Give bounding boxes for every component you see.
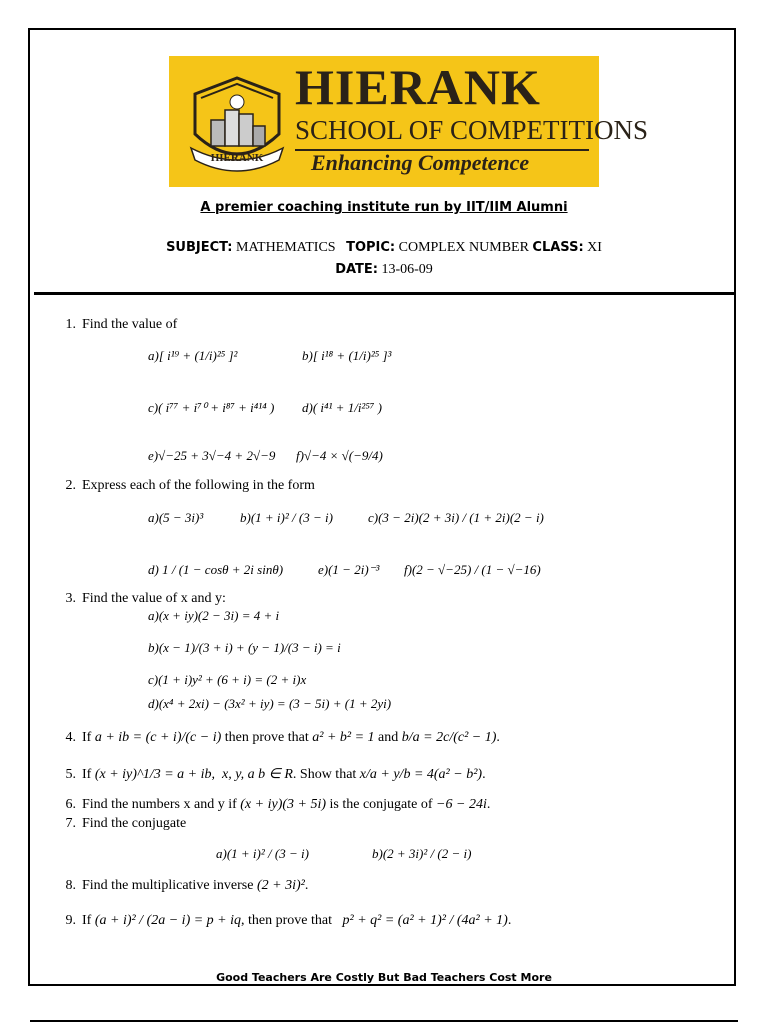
q4-and: and xyxy=(378,730,399,745)
header-divider xyxy=(34,292,734,295)
q3-part-a: a)(x + iy)(2 − 3i) = 4 + i xyxy=(148,608,280,623)
q3-part-d: d)(x⁴ + 2xi) − (3x² + iy) = (3 − 5i) + (1 + 2yi) xyxy=(148,696,392,711)
q2-part-d: d) 1 / (1 − cosθ + 2i sinθ) xyxy=(148,562,284,577)
logo-tagline: Enhancing Competence xyxy=(311,150,530,175)
q1-part-b: b)[ i¹⁸ + (1/i)²⁵ ]³ xyxy=(302,348,392,363)
question-2 xyxy=(52,477,315,495)
q1-part-c: c)( i⁷⁷ + i⁷⁰ + i⁸⁷ + i⁴¹⁴ ) xyxy=(148,400,275,415)
date-label: DATE: xyxy=(335,262,378,277)
q5-expr-3: x/a + y/b = 4(a² − b²) xyxy=(359,767,483,782)
question-number: 8. xyxy=(65,878,76,893)
q4-end: . xyxy=(496,730,500,745)
q3-part-b: b)(x − 1)/(3 + i) + (y − 1)/(3 − i) = i xyxy=(148,640,341,655)
subject-topic-class-line xyxy=(0,240,768,256)
q5-expr-1: (x + iy)^1/3 = a + ib, xyxy=(94,767,215,782)
q8-expr-1: (2 + 3i)² xyxy=(256,878,305,893)
question-7 xyxy=(52,815,186,833)
date-value: 13-06-09 xyxy=(381,262,433,277)
date-line xyxy=(0,262,768,278)
question-5 xyxy=(52,766,486,784)
q1-part-f: f)√−4 × √(−9/4) xyxy=(296,448,383,463)
logo-title: HIERANK xyxy=(295,59,541,115)
question-text: If xyxy=(82,913,92,928)
question-number: 9. xyxy=(65,913,76,928)
q2-part-a: a)(5 − 3i)³ xyxy=(148,510,204,525)
question-number: 5. xyxy=(65,767,76,782)
logo-subtitle: SCHOOL OF COMPETITIONS xyxy=(295,115,649,145)
q8-end: . xyxy=(304,878,309,893)
q6-expr-2: −6 − 24i xyxy=(436,797,487,812)
q4-expr-1: a + ib = (c + i)/(c − i) xyxy=(94,730,222,745)
q5-mid: . Show that xyxy=(292,767,357,782)
question-3 xyxy=(52,590,226,608)
question-number: 4. xyxy=(65,730,76,745)
logo-banner xyxy=(169,56,649,187)
q1-part-e: e)√−25 + 3√−4 + 2√−9 xyxy=(148,448,276,463)
q6-end: . xyxy=(486,797,491,812)
emblem-text: HIERANK xyxy=(210,152,264,164)
q9-expr-1: (a + i)² / (2a − i) = p + iq xyxy=(94,913,242,928)
q5-end: . xyxy=(482,767,486,782)
q1-part-a: a)[ i¹⁹ + (1/i)²⁵ ]² xyxy=(148,348,238,363)
question-text: Express each of the following in the form xyxy=(82,478,315,493)
question-text: Find the multiplicative inverse xyxy=(82,878,254,893)
bottom-rule xyxy=(30,1020,738,1022)
q9-expr-2: p² + q² = (a² + 1)² / (4a² + 1) xyxy=(342,913,508,928)
q7-part-a: a)(1 + i)² / (3 − i) xyxy=(216,846,309,861)
q9-end: . xyxy=(507,913,512,928)
question-6 xyxy=(52,796,490,814)
question-number: 7. xyxy=(65,816,76,831)
q7-part-b: b)(2 + 3i)² / (2 − i) xyxy=(372,846,472,861)
subject-value: MATHEMATICS xyxy=(236,240,336,255)
question-9 xyxy=(52,912,511,930)
question-number: 6. xyxy=(65,797,76,812)
q1-part-d: d)( i⁴¹ + 1/i²⁵⁷ ) xyxy=(302,400,382,415)
question-text: If xyxy=(82,730,92,745)
q5-expr-2: x, y, a b ∈ R xyxy=(222,767,293,782)
question-text: Find the value of xyxy=(82,317,178,332)
topic-label: TOPIC: xyxy=(346,240,396,255)
question-text: Find the numbers x and y if xyxy=(82,797,237,812)
q2-part-b: b)(1 + i)² / (3 − i) xyxy=(240,510,333,525)
institute-tagline: A premier coaching institute run by IIT/IIM Alumni xyxy=(200,200,568,215)
question-number: 3. xyxy=(65,591,76,606)
question-text: If xyxy=(82,767,92,782)
q2-part-f: f)(2 − √−25) / (1 − √−16) xyxy=(404,562,541,577)
question-text: Find the conjugate xyxy=(82,816,187,831)
q9-mid: , then prove that xyxy=(241,913,333,928)
question-text: Find the value of x and y: xyxy=(82,591,226,606)
emblem-logo xyxy=(181,74,293,178)
footer-quote: Good Teachers Are Costly But Bad Teachers Cost More xyxy=(216,971,552,984)
q4-expr-3: b/a = 2c/(c² − 1) xyxy=(401,730,497,745)
question-8 xyxy=(52,877,308,895)
q3-part-c: c)(1 + i)y² + (6 + i) = (2 + i)x xyxy=(148,672,307,687)
topic-value: COMPLEX NUMBER xyxy=(398,240,529,255)
question-number: 1. xyxy=(65,317,76,332)
class-label: CLASS: xyxy=(532,240,584,255)
class-value: XI xyxy=(587,240,602,255)
subject-label: SUBJECT: xyxy=(166,240,233,255)
q2-part-c: c)(3 − 2i)(2 + 3i) / (1 + 2i)(2 − i) xyxy=(368,510,544,525)
question-4 xyxy=(52,729,500,747)
question-1 xyxy=(52,316,177,334)
q6-expr-1: (x + iy)(3 + 5i) xyxy=(240,797,327,812)
q6-mid: is the conjugate of xyxy=(329,797,433,812)
q4-mid: then prove that xyxy=(224,730,309,745)
question-number: 2. xyxy=(65,478,76,493)
q2-part-e: e)(1 − 2i)⁻³ xyxy=(318,562,380,577)
q4-expr-2: a² + b² = 1 xyxy=(312,730,375,745)
